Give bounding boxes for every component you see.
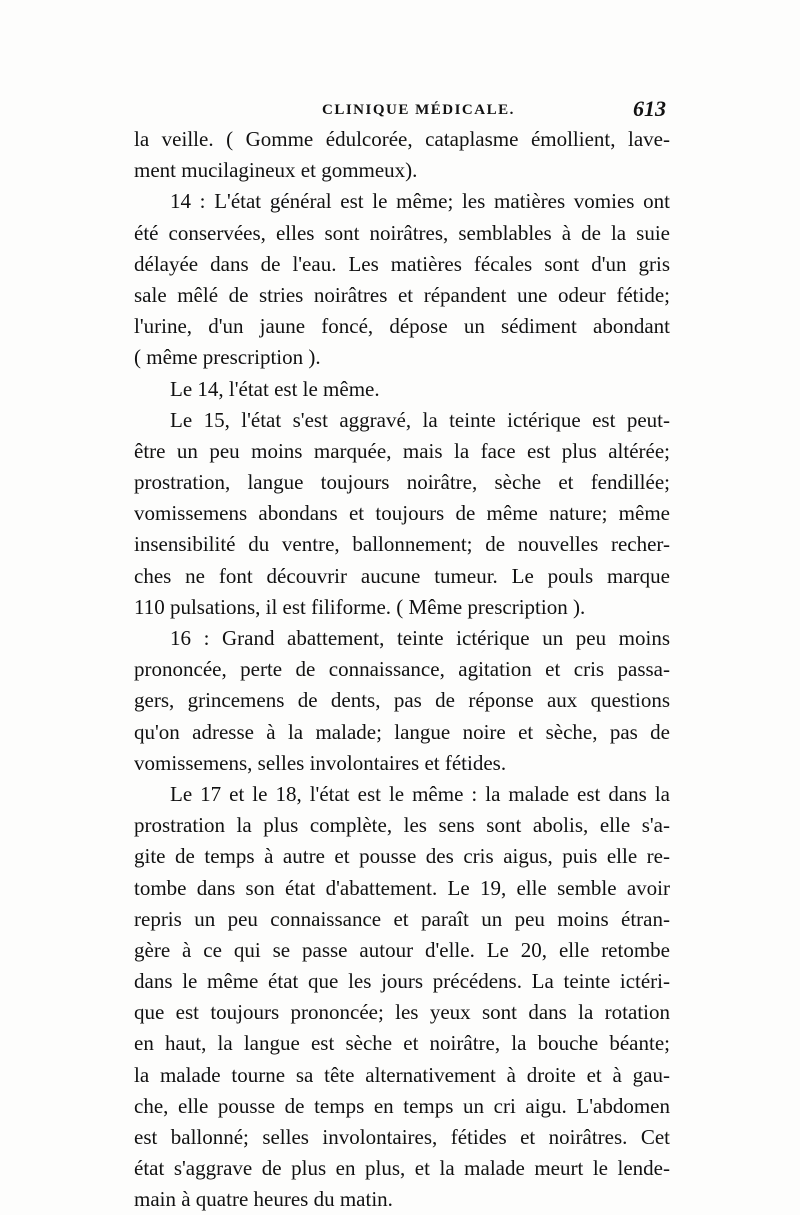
text-line: 14 : L'état général est le même; les matières vomies ont: [170, 189, 670, 214]
text-line: est ballonné; selles involontaires, fétides et noirâtres. Cet: [134, 1125, 670, 1149]
text-line: gite de temps à autre et pousse des cris aigus, puis elle re-: [134, 844, 670, 869]
text-line: prostration, langue toujours noirâtre, sèche et fendillée;: [134, 470, 670, 495]
running-head: [136, 96, 666, 126]
page-number: 613: [633, 96, 666, 121]
text-line: qu'on adresse à la malade; langue noire et sèche, pas de: [134, 719, 670, 744]
running-head-title: CLINIQUE MÉDICALE.: [322, 102, 515, 118]
text-line: prononcée, perte de connaissance, agitation et cris passa-: [134, 657, 670, 682]
text-line: 110 pulsations, il est filiforme. ( Même prescription ).: [134, 594, 586, 619]
text-line: sale mêlé de stries noirâtres et répandent une odeur fétide;: [134, 282, 670, 307]
text-line: état s'aggrave de plus en plus, et la malade meurt le lende-: [134, 1156, 670, 1181]
text-line: 16 : Grand abattement, teinte ictérique un peu moins: [170, 626, 670, 650]
text-line: délayée dans de l'eau. Les matières fécales sont d'un gris: [134, 251, 670, 276]
text-line: Le 15, l'état s'est aggravé, la teinte ictérique est peut-: [170, 407, 670, 432]
text-line: main à quatre heures du matin.: [134, 1187, 393, 1212]
text-line: repris un peu connaissance et paraît un peu moins étran-: [134, 906, 670, 931]
text-line: tombe dans son état d'abattement. Le 19, elle semble avoir: [134, 875, 670, 900]
text-line: en haut, la langue est sèche et noirâtre, la bouche béante;: [134, 1031, 670, 1056]
text-line: ment mucilagineux et gommeux).: [134, 158, 418, 183]
text-line: être un peu moins marquée, mais la face est plus altérée;: [134, 438, 670, 463]
text-line: insensibilité du ventre, ballonnement; de nouvelles recher-: [134, 532, 670, 557]
text-line: été conservées, elles sont noirâtres, semblables à de la suie: [134, 220, 670, 245]
text-line: dans le même état que les jours précédens. La teinte ictéri-: [134, 969, 670, 994]
text-line: prostration la plus complète, les sens sont abolis, elle s'a-: [134, 813, 670, 838]
text-line: vomissemens abondans et toujours de même nature; même: [134, 501, 670, 526]
text-line: l'urine, d'un jaune foncé, dépose un sédiment abondant: [134, 314, 670, 339]
text-line: che, elle pousse de temps en temps un cri aigu. L'abdomen: [134, 1093, 670, 1118]
text-line: Le 14, l'état est le même.: [170, 376, 380, 401]
text-line: que est toujours prononcée; les yeux sont dans la rotation: [134, 1000, 670, 1025]
text-line: vomissemens, selles involontaires et fétides.: [134, 750, 507, 775]
text-line: Le 17 et le 18, l'état est le même : la malade est dans la: [170, 781, 670, 806]
text-line: la malade tourne sa tête alternativement à droite et à gau-: [134, 1062, 670, 1087]
text-line: ( même prescription ).: [134, 345, 321, 370]
text-line: la veille. ( Gomme édulcorée, cataplasme émollient, lave-: [134, 127, 670, 151]
text-line: gère à ce qui se passe autour d'elle. Le 20, elle retombe: [134, 937, 670, 962]
text-line: gers, grincemens de dents, pas de réponse aux questions: [134, 688, 670, 713]
body-text: [134, 124, 670, 1216]
text-line: ches ne font découvrir aucune tumeur. Le pouls marque: [134, 563, 670, 588]
